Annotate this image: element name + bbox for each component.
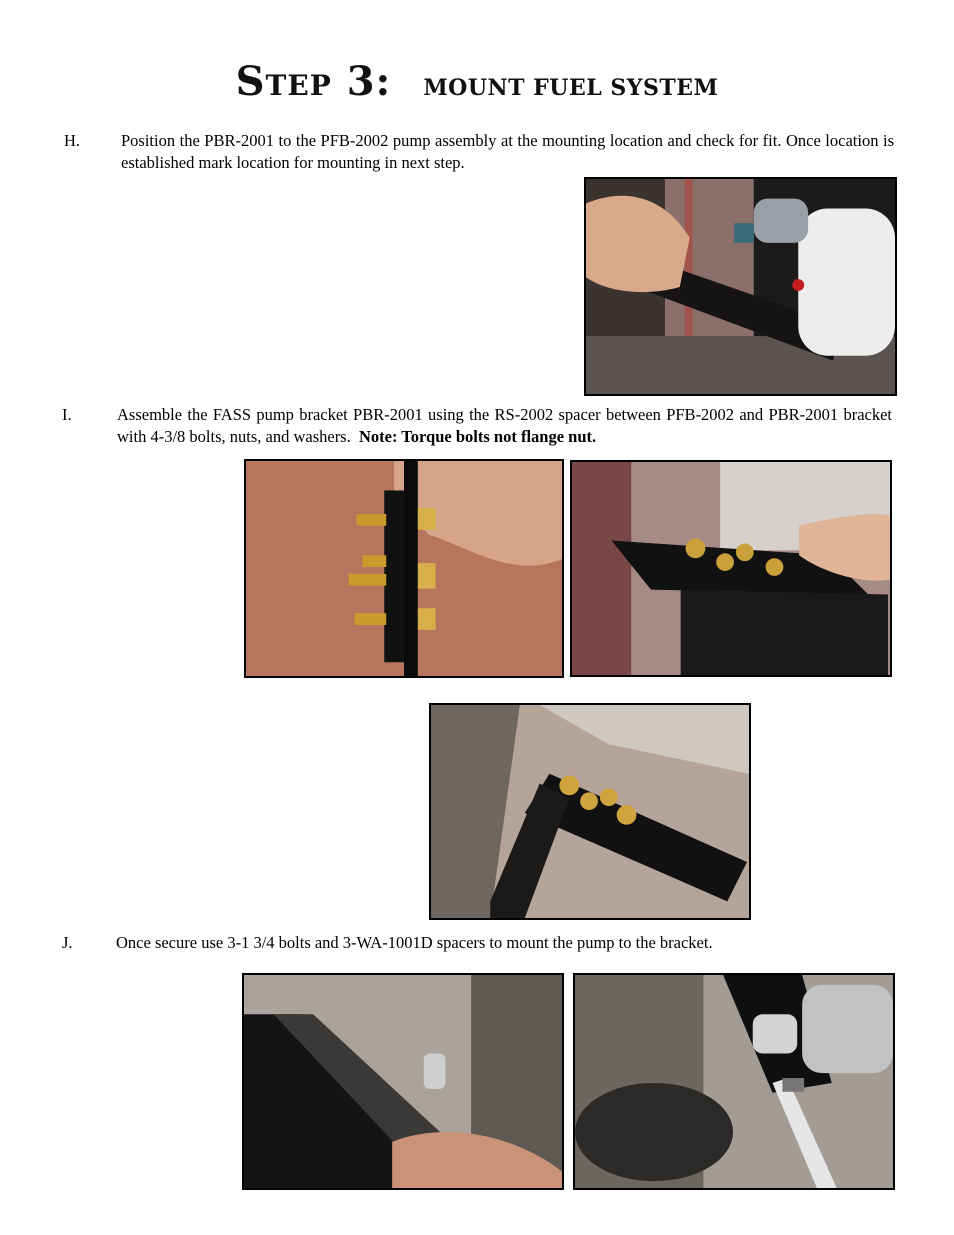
photo-j-wrench [573,973,895,1190]
step-i [62,404,892,450]
step-letter: J. [62,933,73,952]
page-title [0,58,954,105]
photo-h-pump-fit [584,177,897,396]
step-text: Once secure use 3-1 3/4 bolts and 3-WA-1001D spacers to mount the pump to the bracket. [116,933,713,952]
step-note: Note: Torque bolts not flange nut. [358,427,597,446]
step-text: Position the PBR-2001 to the PFB-2002 pump assembly at the mounting location and check for fit. Once location is established mark location for mounting in next step. [121,131,894,172]
step-letter: I. [62,405,72,424]
photo-i-bracket-mounted [570,460,892,677]
step-text-main: Assemble the FASS pump bracket PBR-2001 using the RS-2002 spacer between PFB-2002 and PBR-2001 bracket with 4-3/8 bolts, nuts, and washers. [117,405,892,446]
title-sub: MOUNT FUEL SYSTEM [423,75,719,101]
photo-j-spacer [242,973,564,1190]
step-j [62,932,892,956]
photo-i-bracket-frame [429,703,751,920]
photo-i-bracket-bolts [244,459,564,678]
step-text [117,404,892,448]
title-main: Step 3: [235,58,392,105]
step-h [64,130,894,176]
step-letter: H. [64,131,81,150]
